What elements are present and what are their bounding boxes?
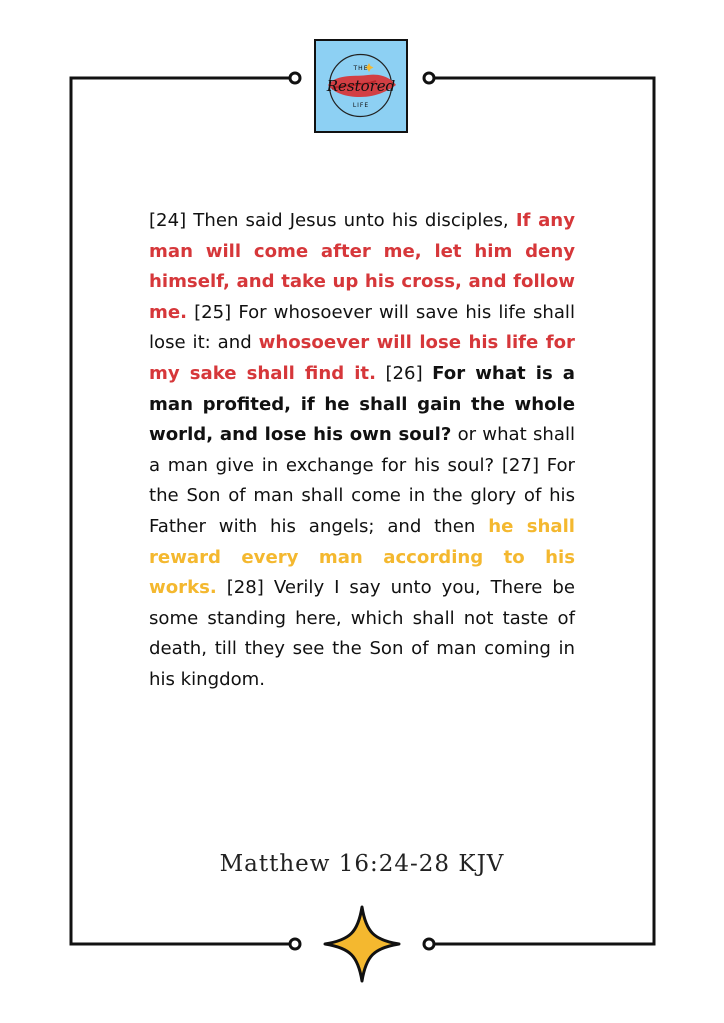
verse-25-text: For whosoever will save his life shall lose it: and xyxy=(149,301,575,354)
frame-top-left-knob xyxy=(290,73,300,83)
logo-script-text: Restored xyxy=(326,77,396,95)
frame-bottom-left-knob xyxy=(290,939,300,949)
verse-26-bold: For what is a man profited, if he shall gain the whole world, and lose his own soul? xyxy=(149,362,575,446)
verse-number-26: [26] xyxy=(385,362,423,384)
verse-24-highlight: If any man will come after me, let him deny himself, and take up his cross, and follow me. xyxy=(149,210,575,323)
verse-24-text: Then said Jesus unto his disciples, xyxy=(193,210,509,231)
verse-number-24: [24] xyxy=(149,210,187,231)
logo-top-text: THE xyxy=(353,65,369,72)
verse-27-highlight: he shall reward every man according to his works. xyxy=(149,515,575,599)
logo-bottom-text: LIFE xyxy=(352,102,370,109)
verse-number-28: [28] xyxy=(226,577,264,599)
verse-28-text: Verily I say unto you, There be some standing here, which shall not taste of death, till they see the Son of man coming in his kingdom. xyxy=(149,577,575,690)
logo-badge xyxy=(314,39,408,133)
scripture-reference: Matthew 16:24-28 KJV xyxy=(219,851,505,877)
verse-number-27: [27] xyxy=(501,454,540,476)
four-point-star-icon xyxy=(325,907,399,981)
frame-top-right-knob xyxy=(424,73,434,83)
verse-26-text: or what shall a man give in exchange for his soul? xyxy=(149,424,575,476)
frame-bottom-right-knob xyxy=(424,939,434,949)
verse-27-text: For the Son of man shall come in the glory of his Father with his angels; and then xyxy=(149,454,575,537)
verse-25-highlight: whosoever will lose his life for my sake shall find it. xyxy=(149,332,575,384)
scripture-passage xyxy=(149,206,575,696)
verse-number-25: [25] xyxy=(194,301,232,323)
